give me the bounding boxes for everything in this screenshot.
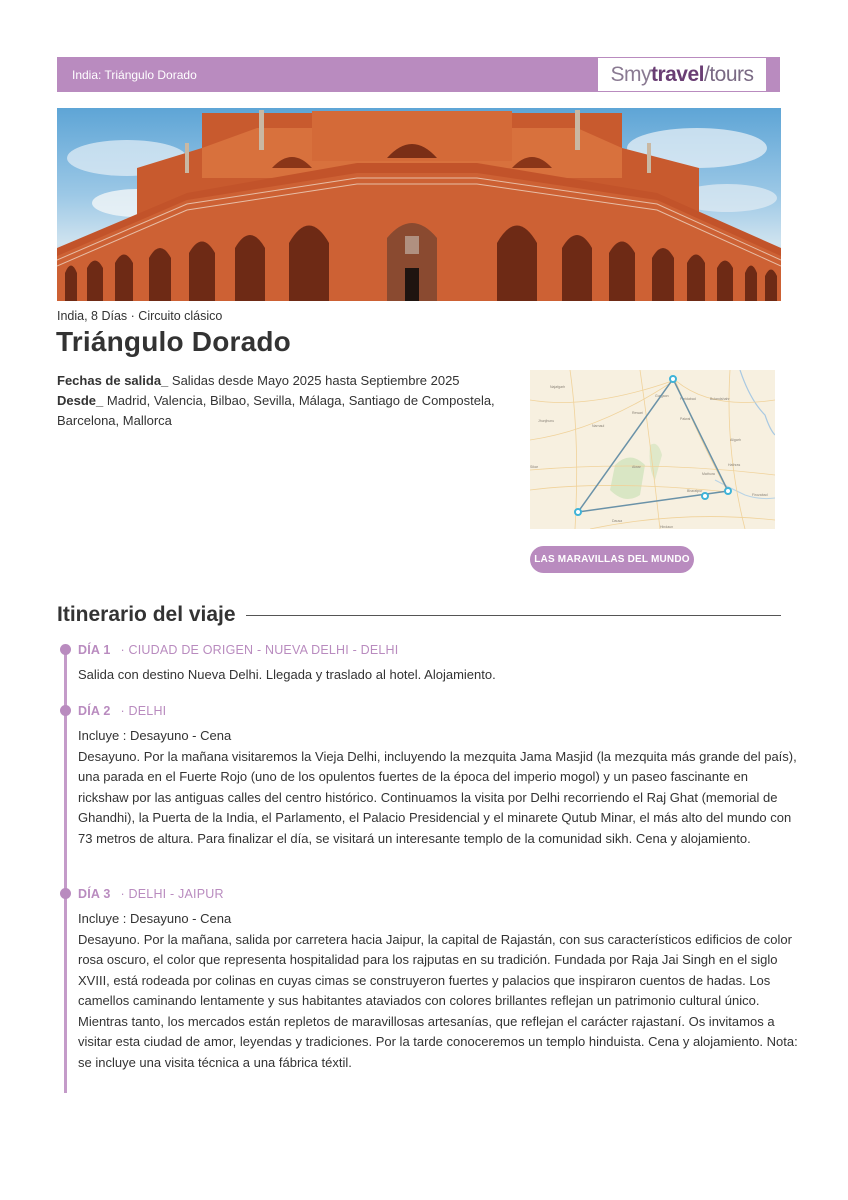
day-number: DÍA 3 bbox=[78, 887, 111, 901]
departure-cities bbox=[57, 391, 517, 431]
itinerary-title: Itinerario del viaje bbox=[57, 603, 236, 626]
svg-text:Faridabad: Faridabad bbox=[680, 397, 696, 401]
logo-part-smy: Smy bbox=[610, 62, 651, 86]
timeline-rail bbox=[64, 898, 67, 1093]
svg-text:Alwar: Alwar bbox=[632, 465, 641, 469]
day-heading bbox=[78, 640, 802, 660]
svg-text:Dausa: Dausa bbox=[612, 519, 623, 523]
day-description bbox=[78, 660, 802, 686]
section-divider bbox=[246, 615, 781, 616]
svg-text:Najafgarh: Najafgarh bbox=[550, 385, 566, 389]
trip-info bbox=[57, 371, 517, 431]
itinerary-timeline bbox=[57, 640, 802, 1094]
svg-text:Hathras: Hathras bbox=[728, 463, 741, 467]
hero-image bbox=[57, 108, 781, 301]
itinerary-day bbox=[57, 884, 802, 1094]
timeline-rail bbox=[64, 715, 67, 890]
svg-text:Firozabad: Firozabad bbox=[752, 493, 768, 497]
day-text: Desayuno. Por la mañana visitaremos la Vieja Delhi, incluyendo la mezquita Jama Masjid (la mezquita más grande del país), una parada en el Fuerte Rojo (uno de los opulentos fuertes de la época del imperio mogol) y un paseo fascinante en rickshaw por las antiguas calles del centro histórico. Continuamos la visita por Delhi recorriendo el Raj Ghat (memorial de Ghandhi), la Puerta de la India, el Parlamento, el Palacio Presidencial y el minarete Qutub Minar, el más alto del mundo con 73 metros de altura. Para finalizar el día, se visitará un interesante templo de la comunidad sikh. Cena y alojamiento. bbox=[78, 748, 797, 846]
itinerary-day bbox=[57, 701, 802, 884]
svg-text:Palwal: Palwal bbox=[680, 417, 691, 421]
svg-text:Mathura: Mathura bbox=[702, 472, 715, 476]
trip-subtitle: India, 8 Días · Circuito clásico bbox=[57, 309, 223, 323]
day-text: Salida con destino Nueva Delhi. Llegada y traslado al hotel. Alojamiento. bbox=[78, 667, 496, 682]
day-includes: Incluye : Desayuno - Cena bbox=[78, 911, 232, 926]
svg-text:Aligarh: Aligarh bbox=[730, 438, 741, 442]
svg-text:Narnaul: Narnaul bbox=[592, 424, 605, 428]
day-route: · DELHI bbox=[120, 704, 167, 718]
day-text: Desayuno. Por la mañana, salida por carretera hacia Jaipur, la capital de Rajastán, con sus característicos edificios de color rosa oscuro, el color que representa hospitalidad para los rajputas en su tradición. Fundada por Raja Jai Singh en el siglo XVIII, está rodeada por colinas en cuyas cimas se construyeron fuertes y palacios que inspiraron cuentos de hadas. Los camellos caminando lentamente y sus habitantes ataviados con colores brillantes reflejan un patrimonio cultural único. Mientras tanto, los mercados están repletos de maravillosas artesanías, que reflejan el carácter rajastaní. Os invitamos a visitar esta ciudad de amor, leyendas y tradiciones. Por la tarde conoceremos un templo hinduista. Cena y alojamiento. Nota: se incluye una visita técnica a una fábrica téxtil. bbox=[78, 931, 798, 1070]
day-description bbox=[78, 904, 802, 1073]
svg-text:Gurgaon: Gurgaon bbox=[655, 394, 669, 398]
day-heading bbox=[78, 701, 802, 721]
day-includes: Incluye : Desayuno - Cena bbox=[78, 728, 232, 743]
day-route: · CIUDAD DE ORIGEN - NUEVA DELHI - DELHI bbox=[120, 643, 399, 657]
header-bar bbox=[57, 57, 780, 92]
svg-text:Jhunjhunu: Jhunjhunu bbox=[538, 419, 555, 423]
timeline-dot-icon bbox=[60, 644, 71, 655]
page-title: Triángulo Dorado bbox=[56, 326, 291, 357]
day-route: · DELHI - JAIPUR bbox=[120, 887, 224, 901]
itinerary-day bbox=[57, 640, 802, 701]
monument-illustration bbox=[57, 108, 781, 301]
itinerary-header bbox=[57, 603, 781, 627]
category-badge[interactable]: LAS MARAVILLAS DEL MUNDO bbox=[530, 546, 694, 573]
svg-text:Bharatpur: Bharatpur bbox=[687, 489, 703, 493]
timeline-rail bbox=[64, 654, 67, 707]
brand-logo[interactable] bbox=[598, 58, 766, 91]
logo-part-tours: /tours bbox=[704, 62, 754, 86]
departure-dates-value: Salidas desde Mayo 2025 hasta Septiembre 2025 bbox=[168, 373, 460, 388]
day-heading bbox=[78, 884, 802, 904]
route-map-graphic bbox=[530, 370, 775, 529]
timeline-dot-icon bbox=[60, 705, 71, 716]
svg-text:Hindaun: Hindaun bbox=[660, 525, 674, 529]
route-map[interactable] bbox=[530, 370, 775, 529]
departure-dates bbox=[57, 371, 517, 391]
svg-text:Rewari: Rewari bbox=[632, 411, 643, 415]
departure-cities-value: Madrid, Valencia, Bilbao, Sevilla, Málaga, Santiago de Compostela, Barcelona, Mallorca bbox=[57, 393, 495, 428]
svg-text:Bulandshahr: Bulandshahr bbox=[710, 397, 730, 401]
day-number: DÍA 2 bbox=[78, 704, 111, 718]
departure-cities-label: Desde_ bbox=[57, 393, 104, 408]
logo-part-travel: travel bbox=[650, 62, 704, 86]
svg-text:Sikar: Sikar bbox=[530, 465, 538, 469]
header-title: India: Triángulo Dorado bbox=[72, 67, 197, 82]
timeline-dot-icon bbox=[60, 888, 71, 899]
day-description bbox=[78, 721, 802, 849]
day-number: DÍA 1 bbox=[78, 643, 111, 657]
departure-dates-label: Fechas de salida_ bbox=[57, 373, 169, 388]
